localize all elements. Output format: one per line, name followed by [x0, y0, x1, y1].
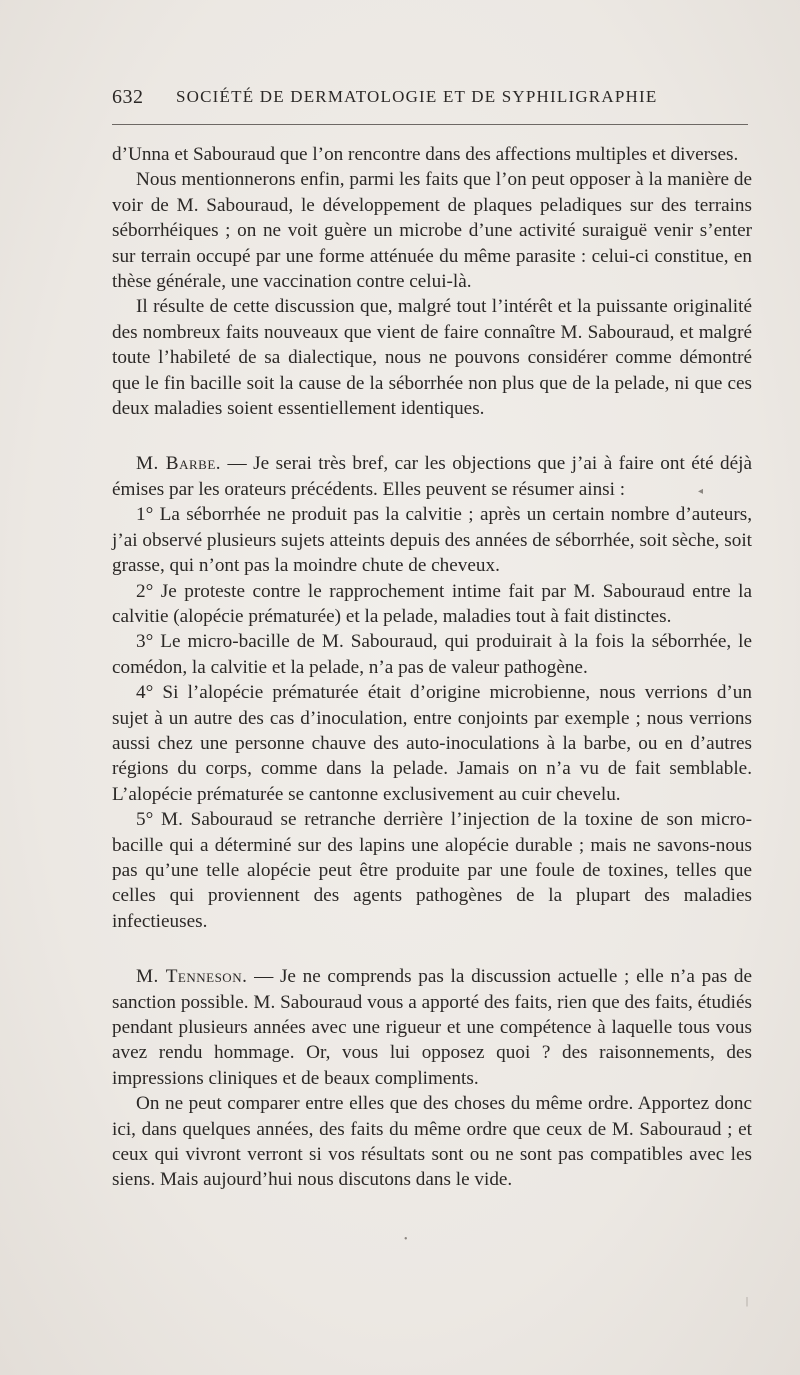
speaker-name: M. Barbe. — [136, 453, 222, 475]
numbered-point: 4° Si l’alopécie prématurée était d’origine microbienne, nous verrions d’un sujet à un autre des cas d’inoculation, entre conjoints par exemple ; nous verrions aussi chez une personne chauve des auto-inoculations à la barbe, ou en d’autres régions du corps, comme dans la pelade. Jamais on n’a vu de fait semblable. L’alopécie prématurée se cantonne exclusivement au cuir chevelu. — [112, 682, 752, 805]
intervention-text: — Je serai très bref, car les objections que j’ai à faire ont été déjà émises par les orateurs précédents. Elles peuvent se résumer ainsi : — [112, 453, 753, 500]
print-speck: • — [404, 1234, 408, 1245]
running-head: SOCIÉTÉ DE DERMATOLOGIE ET DE SYPHILIGRAPHIE — [176, 87, 658, 106]
print-speck: ◂ — [698, 486, 704, 497]
numbered-point: 5° M. Sabouraud se retranche derrière l’injection de la toxine de son micro-bacille qui a déterminé sur des lapins une alopécie durable ; mais ne savons-nous pas qu’une telle alopécie peut être produite par une foule de toxines, telles que celles qui proviennent des agents pathogènes de la plupart des maladies infectieuses. — [112, 809, 752, 932]
tenneson-intervention — [112, 964, 752, 1091]
barbe-intervention — [112, 451, 752, 502]
numbered-point: 2° Je proteste contre le rapprochement intime fait par M. Sabouraud entre la calvitie (alopécie prématurée) et la pelade, maladies tout à fait distinctes. — [112, 580, 752, 627]
print-speck: | — [746, 1296, 749, 1307]
numbered-point: 3° Le micro-bacille de M. Sabouraud, qui produirait à la fois la séborrhée, le comédon, la calvitie et la pelade, n’a pas de valeur pathogène. — [112, 631, 752, 678]
paragraph: Il résulte de cette discussion que, malgré tout l’intérêt et la puissante originalité des nombreux faits nouveaux que vient de faire connaître M. Sabouraud, et malgré toute l’habileté de sa dialectique, nous ne pouvons considérer comme démontré que le fin bacille soit la cause de la séborrhée non plus que de la pelade, ni que ces deux maladies soient essentiellement identiques. — [112, 296, 752, 420]
page-header — [112, 86, 748, 110]
paragraph-continuation: d’Unna et Sabouraud que l’on rencontre dans des affections multiples et diverses. — [112, 144, 739, 165]
numbered-point: 1° La séborrhée ne produit pas la calvitie ; après un certain nombre d’auteurs, j’ai observé plusieurs sujets atteints depuis des années de séborrhée, soit sèche, soit grasse, qui n’ont pas la moindre chute de cheveux. — [112, 504, 752, 577]
intervention-text: — Je ne comprends pas la discussion actuelle ; elle n’a pas de sanction possible. M. Sabouraud vous a apporté des faits, rien que des faits, étudiés pendant plusieurs années avec une rigueur et une compétence à laquelle tous vous avez rendu hommage. Or, vous lui opposez quoi ? des raisonnements, des impressions cliniques et de beaux compliments. — [112, 966, 752, 1089]
speaker-name: M. Tenneson. — [136, 966, 248, 988]
header-rule — [112, 124, 748, 125]
paragraph: Nous mentionnerons enfin, parmi les faits que l’on peut opposer à la manière de voir de M. Sabouraud, le développement de plaques peladiques sur des terrains séborrhéiques ; on ne voit guère un microbe d’une activité suraiguë venir s’enter sur terrain occupé par une forme atténuée du même parasite : celui-ci constitue, en thèse générale, une vaccination contre celui-là. — [112, 169, 752, 293]
page-number: 632 — [112, 86, 144, 108]
body-text — [112, 142, 752, 1193]
paragraph: On ne peut comparer entre elles que des choses du même ordre. Apportez donc ici, dans quelques années, des faits du même ordre que ceux de M. Sabouraud ; et ceux qui vivront verront si vos résultats sont ou ne sont pas compatibles avec les siens. Mais aujourd’hui nous discutons dans le vide. — [112, 1093, 752, 1191]
